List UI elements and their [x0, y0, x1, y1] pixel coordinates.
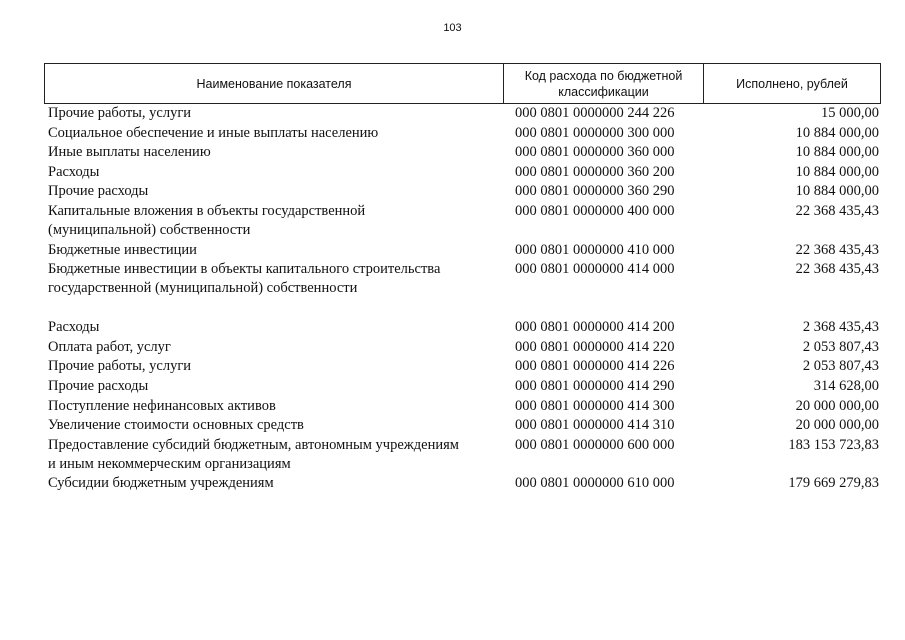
row-amount: 22 368 435,43 — [795, 202, 879, 219]
row-amount: 179 669 279,83 — [788, 475, 879, 492]
row-amount: 2 368 435,43 — [802, 319, 879, 336]
row-amount: 2 053 807,43 — [802, 358, 879, 375]
row-name: Прочие работы, услуги — [48, 358, 192, 375]
row-amount: 10 884 000,00 — [795, 183, 879, 200]
row-amount: 20 000 000,00 — [795, 397, 879, 414]
header-name: Наименование показателя — [196, 76, 352, 91]
table-row — [44, 143, 881, 163]
table-row — [44, 182, 881, 202]
table-row — [44, 436, 881, 475]
table-row — [44, 338, 881, 358]
row-amount: 10 884 000,00 — [795, 124, 879, 141]
row-name: Капитальные вложения в объекты государственной (муниципальной) собственности — [48, 202, 366, 238]
table-row — [44, 241, 881, 261]
header-code: Код расхода по бюджетной классификации — [503, 64, 703, 103]
row-amount: 314 628,00 — [813, 377, 879, 394]
row-amount: 2 053 807,43 — [802, 338, 879, 355]
row-code: 000 0801 0000000 610 000 — [515, 475, 675, 492]
table-row — [44, 416, 881, 436]
row-amount: 10 884 000,00 — [795, 163, 879, 180]
table-row — [44, 124, 881, 144]
row-amount: 15 000,00 — [821, 105, 879, 121]
row-code: 000 0801 0000000 600 000 — [515, 436, 675, 453]
row-name: Бюджетные инвестиции в объекты капитального строительства государственной (муниципальной) собственности — [48, 261, 441, 297]
row-name: Бюджетные инвестиции — [48, 241, 197, 258]
row-code: 000 0801 0000000 414 000 — [515, 261, 675, 278]
row-code: 000 0801 0000000 300 000 — [515, 124, 675, 141]
table-body — [44, 104, 881, 494]
table-row — [44, 318, 881, 338]
row-name: Прочие работы, услуги — [48, 105, 192, 121]
row-code: 000 0801 0000000 360 200 — [515, 163, 675, 180]
row-name: Предоставление субсидий бюджетным, автономным учреждениям и иным некоммерческим организациям — [48, 436, 459, 472]
table-row — [44, 202, 881, 241]
row-code: 000 0801 0000000 360 290 — [515, 183, 675, 200]
row-amount: 10 884 000,00 — [795, 144, 879, 161]
row-name: Социальное обеспечение и иные выплаты населению — [48, 124, 379, 141]
table-row — [44, 104, 881, 124]
row-code: 000 0801 0000000 360 000 — [515, 144, 675, 161]
row-code: 000 0801 0000000 410 000 — [515, 241, 675, 258]
table-row — [44, 474, 881, 494]
row-name: Расходы — [48, 319, 100, 336]
row-code: 000 0801 0000000 414 290 — [515, 377, 675, 394]
row-amount: 183 153 723,83 — [788, 436, 879, 453]
row-code: 000 0801 0000000 400 000 — [515, 202, 675, 219]
row-amount: 20 000 000,00 — [795, 417, 879, 434]
table-row — [44, 377, 881, 397]
row-amount: 22 368 435,43 — [795, 261, 879, 278]
row-name: Оплата работ, услуг — [48, 338, 171, 355]
row-code: 000 0801 0000000 414 226 — [515, 358, 675, 375]
header-amount: Исполнено, рублей — [703, 64, 880, 103]
table-row — [44, 260, 881, 318]
page-number: 103 — [443, 22, 462, 34]
row-amount: 22 368 435,43 — [795, 241, 879, 258]
row-name: Расходы — [48, 163, 100, 180]
row-code: 000 0801 0000000 414 310 — [515, 417, 675, 434]
row-code: 000 0801 0000000 414 220 — [515, 338, 675, 355]
row-code: 000 0801 0000000 414 200 — [515, 319, 675, 336]
table-row — [44, 397, 881, 417]
table-header — [44, 63, 881, 104]
table-row — [44, 163, 881, 183]
row-code: 000 0801 0000000 414 300 — [515, 397, 675, 414]
row-name: Прочие расходы — [48, 377, 149, 394]
row-name: Прочие расходы — [48, 183, 149, 200]
row-code: 000 0801 0000000 244 226 — [515, 105, 675, 121]
row-name: Поступление нефинансовых активов — [48, 397, 276, 414]
row-name: Субсидии бюджетным учреждениям — [48, 475, 274, 492]
table-row — [44, 357, 881, 377]
row-name: Иные выплаты населению — [48, 144, 211, 161]
row-name: Увеличение стоимости основных средств — [48, 417, 304, 434]
